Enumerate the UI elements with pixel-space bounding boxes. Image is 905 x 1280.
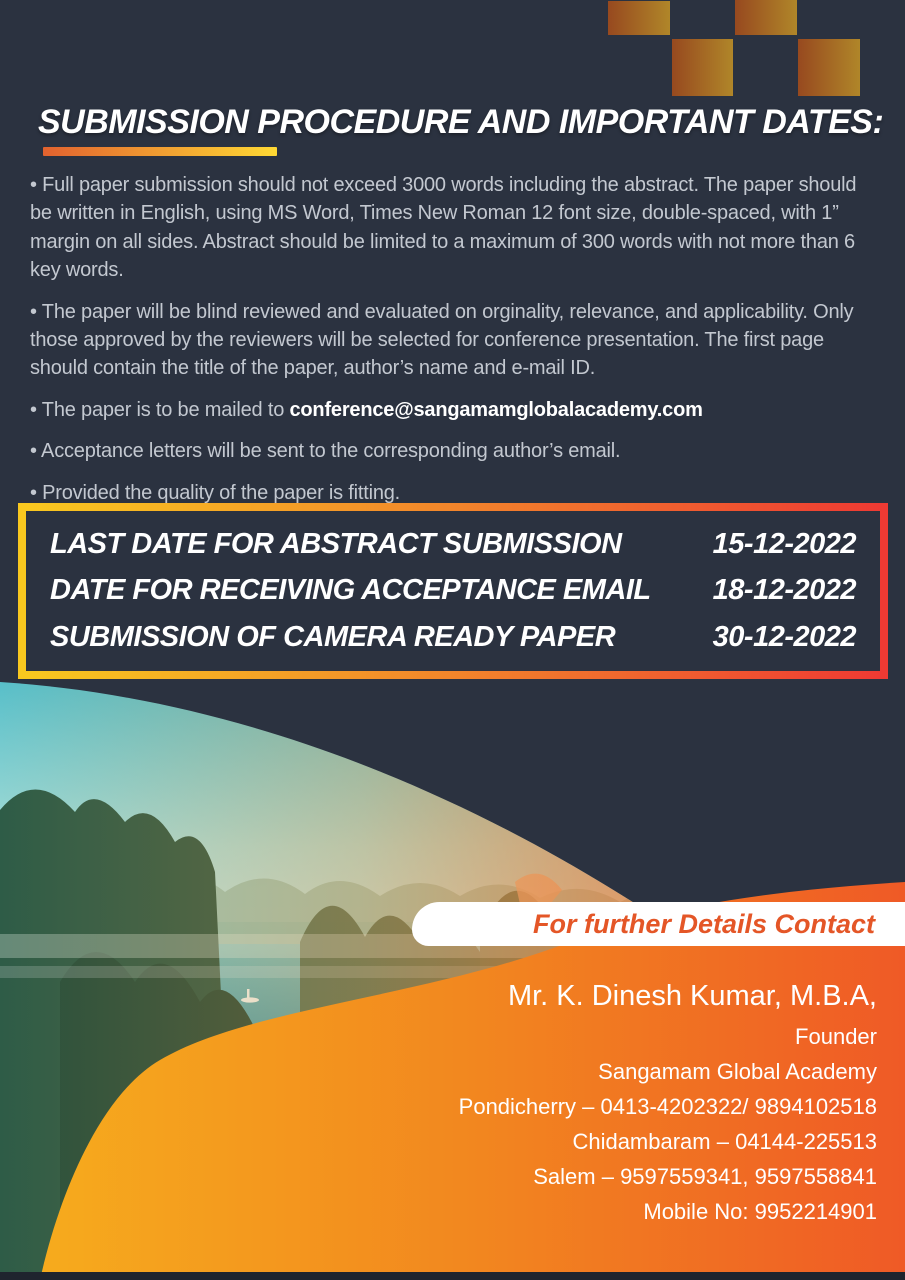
- contact-details: [305, 975, 905, 1229]
- bullet-review: • The paper will be blind reviewed and evaluated on orginality, relevance, and applicability. Only those approved by the reviewers will be selected for conference presentation. The first page should contain the title of the paper, author’s name and e-mail ID.: [30, 300, 854, 380]
- table-row: [50, 621, 856, 654]
- date-value: 18-12-2022: [712, 574, 856, 607]
- bullet-mail: [30, 396, 880, 424]
- date-value: 30-12-2022: [712, 621, 856, 654]
- checker-square-icon: [672, 39, 733, 96]
- date-label: LAST DATE FOR ABSTRACT SUBMISSION: [50, 527, 622, 560]
- contact-line: Sangamam Global Academy: [598, 1059, 877, 1084]
- table-row: [50, 574, 856, 607]
- date-label: SUBMISSION OF CAMERA READY PAPER: [50, 621, 616, 654]
- table-row: [50, 528, 856, 561]
- bottom-section: [0, 682, 905, 1280]
- contact-line: Pondicherry – 0413-4202322/ 9894102518: [458, 1094, 877, 1119]
- mail-prefix: • The paper is to be mailed to: [30, 398, 290, 421]
- important-dates-box: [18, 503, 888, 679]
- page-title: SUBMISSION PROCEDURE AND IMPORTANT DATES:: [38, 103, 884, 141]
- conference-email: conference@sangamamglobalacademy.com: [289, 398, 703, 421]
- footer-strip: [0, 1272, 905, 1280]
- contact-name: Mr. K. Dinesh Kumar, M.B.A,: [507, 980, 877, 1012]
- checker-square-icon: [608, 1, 670, 35]
- checker-square-icon: [735, 0, 797, 35]
- contact-line: Salem – 9597559341, 9597558841: [533, 1164, 877, 1189]
- date-label: DATE FOR RECEIVING ACCEPTANCE EMAIL: [50, 574, 651, 607]
- contact-banner: For further Details Contact: [412, 902, 905, 946]
- bullet-full-paper: • Full paper submission should not exceed 3000 words including the abstract. The paper should be written in English, using MS Word, Times New Roman 12 font size, double-spaced, with 1” margin on all sides. Abstract should be limited to a maximum of 300 words with not more than 6 key words.: [30, 174, 857, 282]
- bullet-quality: • Provided the quality of the paper is fitting.: [30, 481, 401, 504]
- contact-line: Mobile No: 9952214901: [643, 1199, 877, 1224]
- title-underline: [43, 147, 277, 156]
- contact-line: Chidambaram – 04144-225513: [572, 1129, 877, 1154]
- bullet-acceptance: • Acceptance letters will be sent to the corresponding author’s email.: [30, 440, 621, 463]
- procedure-section: [30, 171, 880, 520]
- contact-line: Founder: [795, 1024, 877, 1049]
- date-value: 15-12-2022: [712, 527, 856, 560]
- checker-square-icon: [798, 39, 860, 96]
